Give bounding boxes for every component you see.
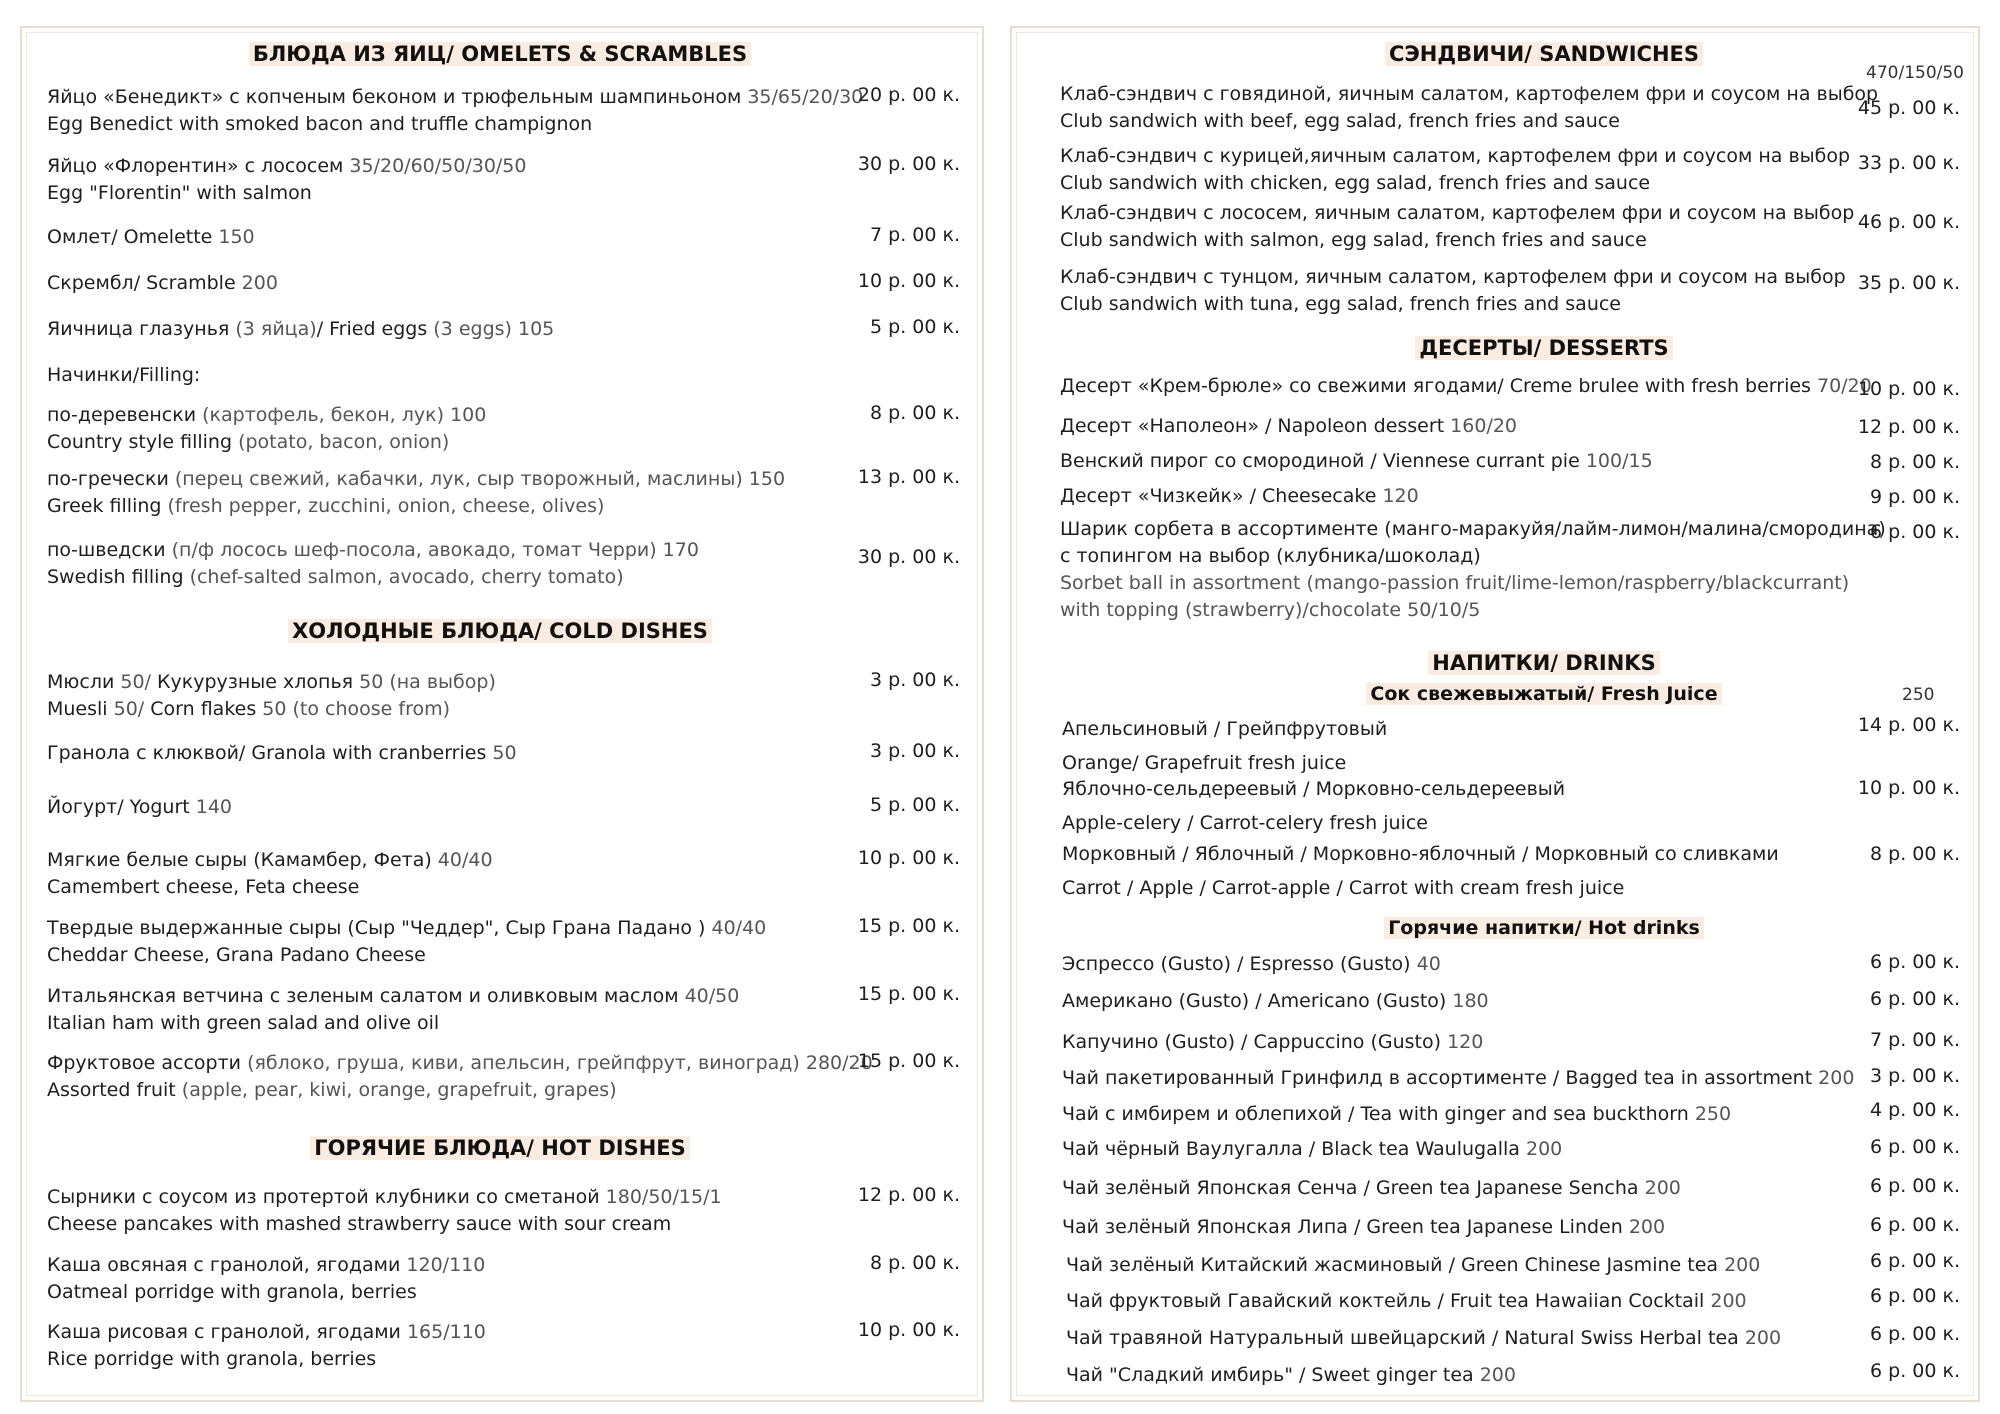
juice-volume: 250 bbox=[1902, 685, 1935, 705]
price: 6 р. 00 к. bbox=[1870, 1214, 1960, 1236]
menu-item-herbal-tea: Чай травяной Натуральный швейцарский / Natural Swiss Herbal tea 200 bbox=[1066, 1327, 1782, 1349]
section-heading-cold: ХОЛОДНЫЕ БЛЮДА/ COLD DISHES bbox=[30, 619, 970, 643]
price: 15 р. 00 к. bbox=[857, 915, 960, 937]
menu-item-oatmeal: Каша овсяная с гранолой, ягодами 120/110 Oatmeal porridge with granola, berries bbox=[47, 1254, 486, 1303]
menu-item-creme-brulee: Десерт «Крем-брюле» со свежими ягодами/ Creme brulee with fresh berries 70/20 bbox=[1060, 375, 1872, 397]
menu-item-cappuccino: Капучино (Gusto) / Cappuccino (Gusto) 120 bbox=[1062, 1031, 1484, 1053]
price: 10 р. 00 к. bbox=[857, 847, 960, 869]
menu-item-syrniki: Сырники с соусом из протертой клубники со сметаной 180/50/15/1 Cheese pancakes with mashed strawberry sauce with sour cream bbox=[47, 1186, 722, 1235]
price: 33 р. 00 к. bbox=[1857, 152, 1960, 174]
menu-item-cheesecake: Десерт «Чизкейк» / Cheesecake 120 bbox=[1060, 485, 1419, 507]
section-heading-eggs: БЛЮДА ИЗ ЯИЦ/ OMELETS & SCRAMBLES bbox=[30, 42, 970, 66]
section-heading-hot: ГОРЯЧИЕ БЛЮДА/ HOT DISHES bbox=[30, 1136, 970, 1160]
menu-item-club-beef: Клаб-сэндвич с говядиной, яичным салатом, картофелем фри и соусом на выбор Club sandwich with beef, egg salad, french fries and sauce bbox=[1060, 83, 1879, 132]
menu-item-club-salmon: Клаб-сэндвич с лососем, яичным салатом, картофелем фри и соусом на выбор Club sandwich with salmon, egg salad, french fries and sauce bbox=[1060, 202, 1855, 251]
menu-item-ginger-tea: Чай с имбирем и облепихой / Tea with ginger and sea buckthorn 250 bbox=[1062, 1103, 1732, 1125]
price: 10 р. 00 к. bbox=[1857, 777, 1960, 799]
menu-item-americano: Американо (Gusto) / Americano (Gusto) 180 bbox=[1062, 990, 1489, 1012]
price: 15 р. 00 к. bbox=[857, 1050, 960, 1072]
price: 5 р. 00 к. bbox=[870, 794, 960, 816]
price: 3 р. 00 к. bbox=[870, 669, 960, 691]
price: 6 р. 00 к. bbox=[1870, 1285, 1960, 1307]
menu-item-filling-country: по-деревенски (картофель, бекон, лук) 100 Country style filling (potato, bacon, onion) bbox=[47, 404, 487, 453]
menu-item-club-tuna: Клаб-сэндвич с тунцом, яичным салатом, картофелем фри и соусом на выбор Club sandwich with tuna, egg salad, french fries and sauce bbox=[1060, 266, 1846, 315]
price: 20 р. 00 к. bbox=[857, 84, 960, 106]
menu-item-rice-porridge: Каша рисовая с гранолой, ягодами 165/110 Rice porridge with granola, berries bbox=[47, 1321, 486, 1370]
menu-item-napoleon: Десерт «Наполеон» / Napoleon dessert 160/20 bbox=[1060, 415, 1518, 437]
menu-item-fried-eggs: Яичница глазунья (3 яйца)/ Fried eggs (3 eggs) 105 bbox=[47, 318, 555, 340]
price: 8 р. 00 к. bbox=[1870, 843, 1960, 865]
price: 45 р. 00 к. bbox=[1857, 97, 1960, 119]
section-heading-desserts: ДЕСЕРТЫ/ DESSERTS bbox=[1014, 336, 2000, 360]
price: 13 р. 00 к. bbox=[857, 466, 960, 488]
price: 14 р. 00 к. bbox=[1857, 714, 1960, 736]
price: 6 р. 00 к. bbox=[1870, 1175, 1960, 1197]
menu-item-egg-benedict: Яйцо «Бенедикт» с копченым беконом и трюфельным шампиньоном 35/65/20/30 Egg Benedict with smoked bacon and truffle champignon bbox=[47, 86, 864, 135]
menu-item-black-tea: Чай чёрный Ваулугалла / Black tea Waulugalla 200 bbox=[1062, 1138, 1563, 1160]
price: 8 р. 00 к. bbox=[870, 402, 960, 424]
menu-item-sweet-ginger-tea: Чай "Сладкий имбирь" / Sweet ginger tea 200 bbox=[1066, 1364, 1516, 1386]
menu-item-espresso: Эспрессо (Gusto) / Espresso (Gusto) 40 bbox=[1062, 953, 1441, 975]
menu-item-sorbet: Шарик сорбета в ассортименте (манго-маракуйя/лайм-лимон/малина/смородина) с топингом на выбор (клубника/шоколад) Sorbet ball in assortment (mango-passion fruit/lime-lemon/raspberry/blackcurrant) with topping (strawberry)/chocolate 50/10/5 bbox=[1060, 518, 1886, 621]
price: 6 р. 00 к. bbox=[1870, 1323, 1960, 1345]
menu-item-granola: Гранола с клюквой/ Granola with cranberries 50 bbox=[47, 742, 517, 764]
price: 6 р. 00 к. bbox=[1870, 1136, 1960, 1158]
menu-item-jasmine-tea: Чай зелёный Китайский жасминовый / Green Chinese Jasmine tea 200 bbox=[1066, 1254, 1761, 1276]
price: 10 р. 00 к. bbox=[1857, 378, 1960, 400]
subheading-fresh-juice: Сок свежевыжатый/ Fresh Juice bbox=[1014, 683, 2000, 705]
price: 10 р. 00 к. bbox=[857, 1319, 960, 1341]
menu-item-bagged-tea: Чай пакетированный Гринфилд в ассортименте / Bagged tea in assortment 200 bbox=[1062, 1067, 1855, 1089]
menu-item-omelette: Омлет/ Omelette 150 bbox=[47, 226, 255, 248]
price: 46 р. 00 к. bbox=[1857, 211, 1960, 233]
price: 30 р. 00 к. bbox=[857, 153, 960, 175]
menu-item-filling-swedish: по-шведски (п/ф лосось шеф-посола, авокадо, томат Черри) 170 Swedish filling (chef-salted salmon, avocado, cherry tomato) bbox=[47, 539, 699, 588]
menu-item-muesli: Мюсли 50/ Кукурузные хлопья 50 (на выбор) Muesli 50/ Corn flakes 50 (to choose from) bbox=[47, 671, 496, 720]
price: 6 р. 00 к. bbox=[1870, 988, 1960, 1010]
menu-item-scramble: Скрембл/ Scramble 200 bbox=[47, 272, 278, 294]
price: 6 р. 00 к. bbox=[1870, 1360, 1960, 1382]
menu-item-filling-greek: по-гречески (перец свежий, кабачки, лук, сыр творожный, маслины) 150 Greek filling (fresh pepper, zucchini, onion, cheese, olives) bbox=[47, 468, 786, 517]
menu-item-club-chicken: Клаб-сэндвич с курицей,яичным салатом, картофелем фри и соусом на выбор Club sandwich with chicken, egg salad, french fries and sauce bbox=[1060, 145, 1851, 194]
price: 7 р. 00 к. bbox=[1870, 1029, 1960, 1051]
price: 3 р. 00 к. bbox=[870, 740, 960, 762]
menu-item-assorted-fruit: Фруктовое ассорти (яблоко, груша, киви, апельсин, грейпфрут, виноград) 280/20 Assorted fruit (apple, pear, kiwi, orange, grapefruit, grapes) bbox=[47, 1052, 873, 1101]
menu-item-juice-apple-celery: Яблочно-сельдереевый / Морковно-сельдереевый Apple-celery / Carrot-celery fresh juice bbox=[1062, 778, 1566, 834]
section-heading-drinks: НАПИТКИ/ DRINKS bbox=[1014, 651, 2000, 675]
menu-item-egg-florentin: Яйцо «Флорентин» с лососем 35/20/60/50/30/50 Egg "Florentin" with salmon bbox=[47, 155, 527, 204]
price: 5 р. 00 к. bbox=[870, 316, 960, 338]
price: 12 р. 00 к. bbox=[857, 1184, 960, 1206]
price: 10 р. 00 к. bbox=[857, 270, 960, 292]
price: 8 р. 00 к. bbox=[870, 1252, 960, 1274]
price: 30 р. 00 к. bbox=[857, 546, 960, 568]
menu-item-soft-cheese: Мягкие белые сыры (Камамбер, Фета) 40/40 Camembert cheese, Feta cheese bbox=[47, 849, 493, 898]
menu-item-italian-ham: Итальянская ветчина с зеленым салатом и оливковым маслом 40/50 Italian ham with green salad and olive oil bbox=[47, 985, 740, 1034]
price: 3 р. 00 к. bbox=[1870, 1065, 1960, 1087]
menu-item-hard-cheese: Твердые выдержанные сыры (Сыр "Чеддер", Сыр Грана Падано ) 40/40 Cheddar Cheese, Grana Padano Cheese bbox=[47, 917, 767, 966]
price: 6 р. 00 к. bbox=[1870, 951, 1960, 973]
price: 15 р. 00 к. bbox=[857, 983, 960, 1005]
price: 6 р. 00 к. bbox=[1870, 521, 1960, 543]
filling-label: Начинки/Filling: bbox=[47, 364, 201, 386]
price: 4 р. 00 к. bbox=[1870, 1099, 1960, 1121]
menu-item-juice-orange: Апельсиновый / Грейпфрутовый Orange/ Grapefruit fresh juice bbox=[1062, 718, 1388, 774]
section-heading-sandwiches: СЭНДВИЧИ/ SANDWICHES bbox=[1014, 42, 2000, 66]
price: 8 р. 00 к. bbox=[1870, 451, 1960, 473]
menu-item-juice-carrot: Морковный / Яблочный / Морковно-яблочный / Морковный со сливками Carrot / Apple / Carrot-apple / Carrot with cream fresh juice bbox=[1062, 843, 1779, 899]
subheading-hot-drinks: Горячие напитки/ Hot drinks bbox=[1014, 917, 2000, 939]
menu-item-fruit-tea: Чай фруктовый Гавайский коктейль / Fruit tea Hawaiian Cocktail 200 bbox=[1066, 1290, 1747, 1312]
menu-item-linden-tea: Чай зелёный Японская Липа / Green tea Japanese Linden 200 bbox=[1062, 1216, 1666, 1238]
price: 6 р. 00 к. bbox=[1870, 1250, 1960, 1272]
sandwich-weight: 470/150/50 bbox=[1866, 63, 1964, 83]
price: 7 р. 00 к. bbox=[870, 224, 960, 246]
price: 9 р. 00 к. bbox=[1870, 486, 1960, 508]
menu-item-viennese-pie: Венский пирог со смородиной / Viennese currant pie 100/15 bbox=[1060, 450, 1653, 472]
menu-item-sencha-tea: Чай зелёный Японская Сенча / Green tea Japanese Sencha 200 bbox=[1062, 1177, 1681, 1199]
price: 35 р. 00 к. bbox=[1857, 272, 1960, 294]
menu-item-yogurt: Йогурт/ Yogurt 140 bbox=[47, 796, 233, 818]
price: 12 р. 00 к. bbox=[1857, 416, 1960, 438]
